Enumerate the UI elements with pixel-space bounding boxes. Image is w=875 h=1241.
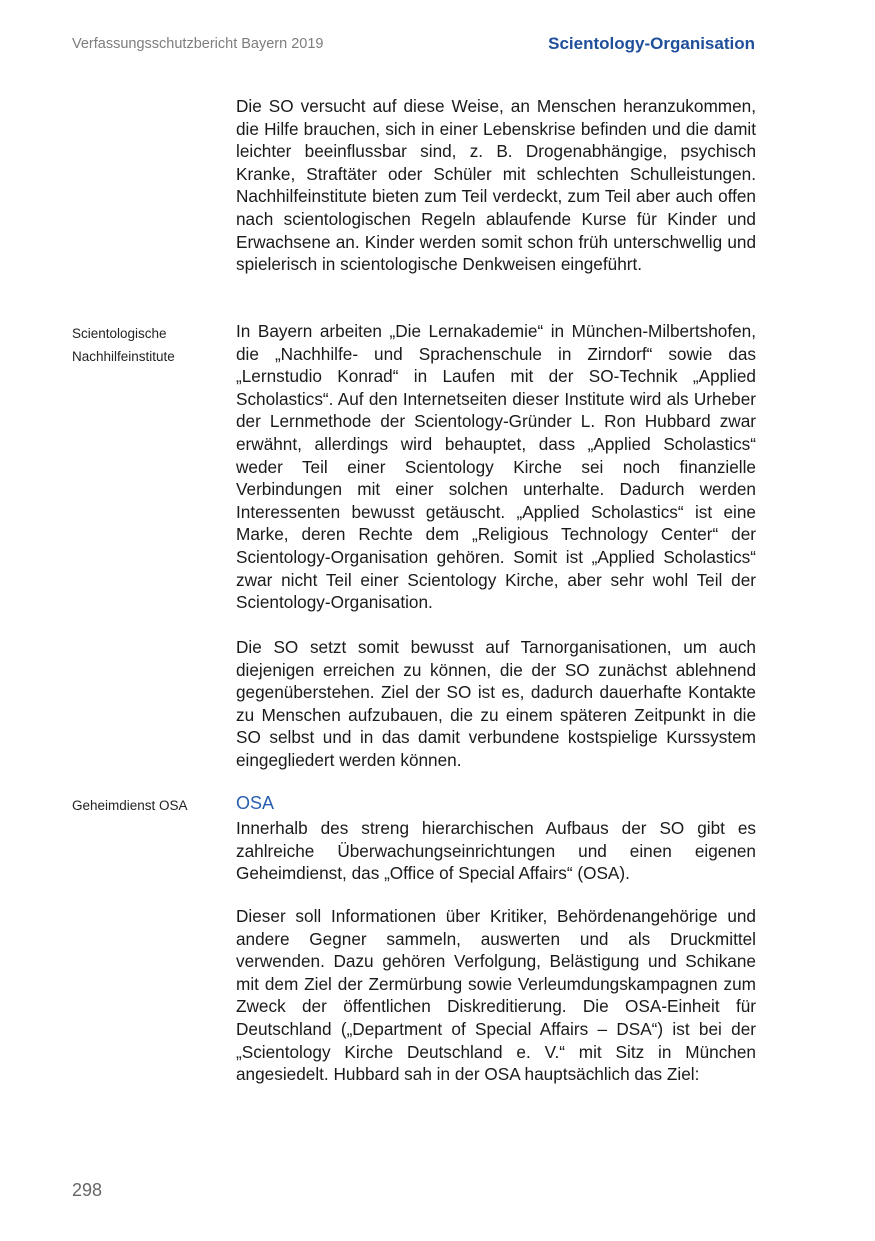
body-paragraph: In Bayern arbeiten „Die Lernakademie“ in München-Milbertshofen, die „Nachhilfe- und Sprachenschule in Zirndorf“ sowie das „Lernstudio Konrad“ in Laufen mit der SO-Technik „Applied Scholastics“. Auf den Internetseiten dieser Institute wird als Urheber der Lernmethode der Scientology-Gründer L. Ron Hubbard zwar erwähnt, allerdings wird behauptet, dass „Applied Scholastics“ weder Teil einer Scientology Kirche sei noch finanzielle Verbindungen mit einer solchen unterhalte. Dadurch werden Interessenten bewusst getäuscht. „Applied Scholastics“ ist eine Marke, deren Rechte dem „Religious Technology Center“ der Scientology-Organisation gehören. Somit ist „Applied Scholastics“ zwar nicht Teil einer Scientology Kirche, aber sehr wohl Teil der Scientology-Organisation.: [236, 321, 756, 613]
page-number: 298: [72, 1180, 103, 1200]
running-header-title: Verfassungsschutzbericht Bayern 2019: [72, 36, 324, 52]
body-paragraph: Die SO setzt somit bewusst auf Tarnorganisationen, um auch diejenigen erreichen zu können, die der SO zunächst ablehnend gegenüberstehen. Ziel der SO ist es, dadurch dauerhafte Kontakte zu Menschen aufzubauen, die zu einem späteren Zeitpunkt in die SO selbst und in das damit verbundene kostspielige Kurssystem eingegliedert werden können.: [236, 637, 756, 770]
margin-note-nachhilfe: Scientologische Nachhilfeinstitute: [72, 326, 175, 364]
body-paragraph: Die SO versucht auf diese Weise, an Menschen heranzukommen, die Hilfe brauchen, sich in einer Lebenskrise befinden und die damit leichter beeinflussbar sind, z. B. Drogenabhängige, psychisch Kranke, Straftäter oder Schüler mit schlechten Schulleistungen. Nachhilfeinstitute bieten zum Teil verdeckt, zum Teil aber auch offen nach scientologischen Regeln ablaufende Kurse für Kinder und Erwachsene an. Kinder werden somit schon früh unterschwellig und spielerisch in scientologische Denkweisen eingeführt.: [236, 96, 756, 275]
running-header-section: Scientology-Organisation: [548, 34, 755, 53]
margin-note-osa: Geheimdienst OSA: [72, 798, 188, 813]
body-paragraph: Dieser soll Informationen über Kritiker, Behördenangehörige und andere Gegner sammeln, auswerten und als Druckmittel verwenden. Dazu gehören Verfolgung, Belästigung und Schikane mit dem Ziel der Zermürbung sowie Verleumdungskampagnen zum Zweck der öffentlichen Diskreditierung. Die OSA-Einheit für Deutschland („Department of Special Affairs – DSA“) ist bei der „Scientology Kirche Deutschland e. V.“ mit Sitz in München angesiedelt. Hubbard sah in der OSA hauptsächlich das Ziel:: [236, 906, 756, 1085]
body-paragraph: Innerhalb des streng hierarchischen Aufbaus der SO gibt es zahlreiche Überwachungseinrichtungen und einen eigenen Geheimdienst, das „Office of Special Affairs“ (OSA).: [236, 818, 756, 884]
section-heading: OSA: [236, 793, 275, 813]
